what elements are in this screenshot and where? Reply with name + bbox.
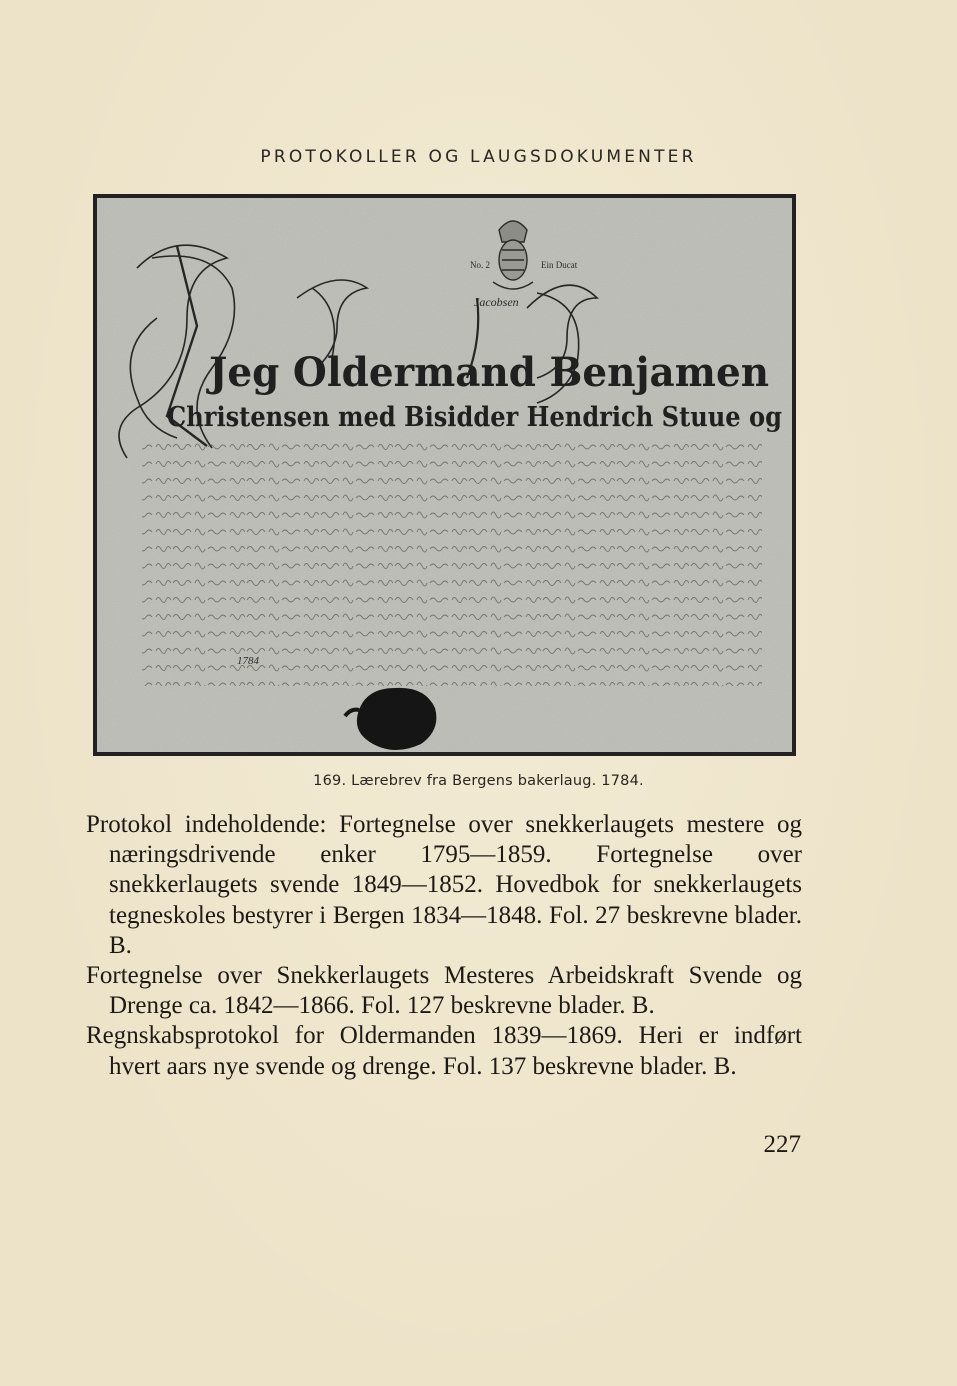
stamp-number: No. 2 bbox=[470, 260, 490, 270]
page-number: 227 bbox=[763, 1131, 801, 1158]
figure-caption: 169. Lærebrev fra Bergens bakerlaug. 1784. bbox=[313, 773, 644, 789]
stamp-value: Ein Ducat bbox=[541, 260, 578, 270]
entry-protocol-3: Regnskabsprotokol for Oldermanden 1839—1869. Heri er indført hvert aars nye svende og drenge. Fol. 137 beskrevne blader. B. bbox=[86, 1022, 802, 1080]
letter-heading-line2: Christensen med Bisidder Hendrich Stuue og bbox=[167, 402, 783, 433]
running-head: PROTOKOLLER OG LAUGSDOKUMENTER bbox=[260, 147, 697, 167]
archive-entries bbox=[86, 810, 802, 1082]
stamp-signature: Jacobsen bbox=[474, 295, 519, 309]
entry-protocol-2: Fortegnelse over Snekkerlaugets Mesteres Arbeidskraft Svende og Drenge ca. 1842—1866. Fol. 127 beskrevne blader. B. bbox=[86, 962, 802, 1020]
document-photograph-inner bbox=[97, 198, 792, 752]
apprentice-letter-image bbox=[97, 198, 792, 752]
handwritten-body bbox=[142, 436, 762, 686]
document-photograph bbox=[93, 194, 796, 756]
entry-protocol-1: Protokol indeholdende: Fortegnelse over snekkerlaugets mestere og næringsdrivende enker 1795—1859. Fortegnelse over snekkerlaugets svende 1849—1852. Hovedbok for snekkerlaugets tegneskoles bestyrer i Bergen 1834—1848. Fol. 27 beskrevne blader. B. bbox=[86, 811, 802, 959]
letter-year: 1784 bbox=[237, 655, 259, 667]
wax-seal bbox=[357, 688, 437, 750]
letter-heading-line1: Jeg Oldermand Benjamen bbox=[206, 349, 769, 396]
